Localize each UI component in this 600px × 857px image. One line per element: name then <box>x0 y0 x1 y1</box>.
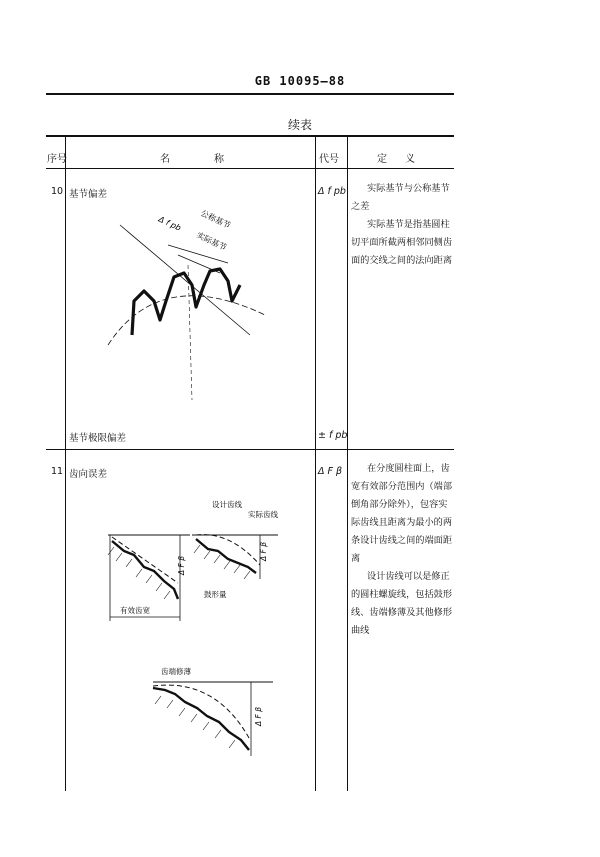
definition-paragraph: 在分度圆柱面上，齿宽有效部分范围内（端部倒角部分除外），包容实际齿线且距离为最小的两条设计齿线之间的端面距离 <box>351 463 453 564</box>
row-number: 10 <box>51 186 64 197</box>
delta-fpb-label: Δ f pb <box>157 214 183 233</box>
helix-deviation-figure <box>100 495 290 630</box>
table-caption: 续表 <box>287 118 312 132</box>
dimension-line <box>178 255 220 273</box>
table-top-rule <box>46 135 454 137</box>
hatching <box>194 545 250 579</box>
col-header-no: 序号 <box>47 154 67 165</box>
actual-pitch-label: 实际基节 <box>195 230 228 253</box>
row-separator <box>46 449 454 450</box>
tip-relief-label: 齿端修薄 <box>161 667 191 676</box>
hatching <box>108 547 170 599</box>
tip-relief-figure <box>145 660 285 770</box>
row-subname: 基节极限偏差 <box>69 433 127 444</box>
row-number: 11 <box>51 466 64 477</box>
col-header-name-1: 名 <box>160 154 170 165</box>
col-header-name-2: 称 <box>214 154 224 165</box>
design-helix-right <box>196 535 260 565</box>
design-helix-label: 设计齿线 <box>212 500 242 509</box>
definition-paragraph: 实际基节与公称基节之差 <box>351 183 450 212</box>
delta-Fbeta-label: Δ F β <box>254 707 263 726</box>
row-name: 齿向误差 <box>69 469 108 480</box>
col-divider-2 <box>315 136 316 791</box>
tangent-line <box>120 225 250 335</box>
row-definition <box>351 180 455 270</box>
col-header-def-1: 定 <box>377 154 387 165</box>
row-definition <box>351 460 455 640</box>
hatching <box>155 696 235 748</box>
actual-helix-label: 实际齿线 <box>248 510 278 519</box>
actual-helix-left <box>112 541 178 599</box>
design-helix-left <box>112 537 178 583</box>
row-subcode: ± f pb <box>318 430 348 441</box>
definition-paragraph: 实际基节是指基圆柱切平面所截两相邻同侧齿面的交线之间的法向距离 <box>351 219 453 266</box>
header-rule <box>46 93 454 95</box>
base-pitch-figure <box>100 205 270 405</box>
row-code: Δ F β <box>318 466 343 477</box>
col-header-def-2: 义 <box>405 154 415 165</box>
standard-number: GB 10095—88 <box>254 74 346 88</box>
col-divider-1 <box>65 136 66 791</box>
nominal-pitch-label: 公称基节 <box>199 208 232 231</box>
crown-amount-label: 鼓形量 <box>204 590 227 599</box>
effective-width-label: 有效齿宽 <box>120 606 150 615</box>
actual-helix-right <box>196 539 256 573</box>
col-divider-3 <box>347 136 348 791</box>
delta-Fbeta-label: Δ F β <box>259 542 268 561</box>
col-header-code: 代号 <box>319 154 339 165</box>
table-head-rule <box>46 168 454 169</box>
definition-paragraph: 设计齿线可以是修正的圆柱螺旋线，包括鼓形线、齿端修薄及其他修形曲线 <box>351 571 453 636</box>
row-code: Δ f pb <box>318 186 346 197</box>
delta-Fbeta-label: Δ F β <box>177 556 186 575</box>
row-name: 基节偏差 <box>69 189 108 200</box>
gear-teeth-profile <box>132 269 240 335</box>
